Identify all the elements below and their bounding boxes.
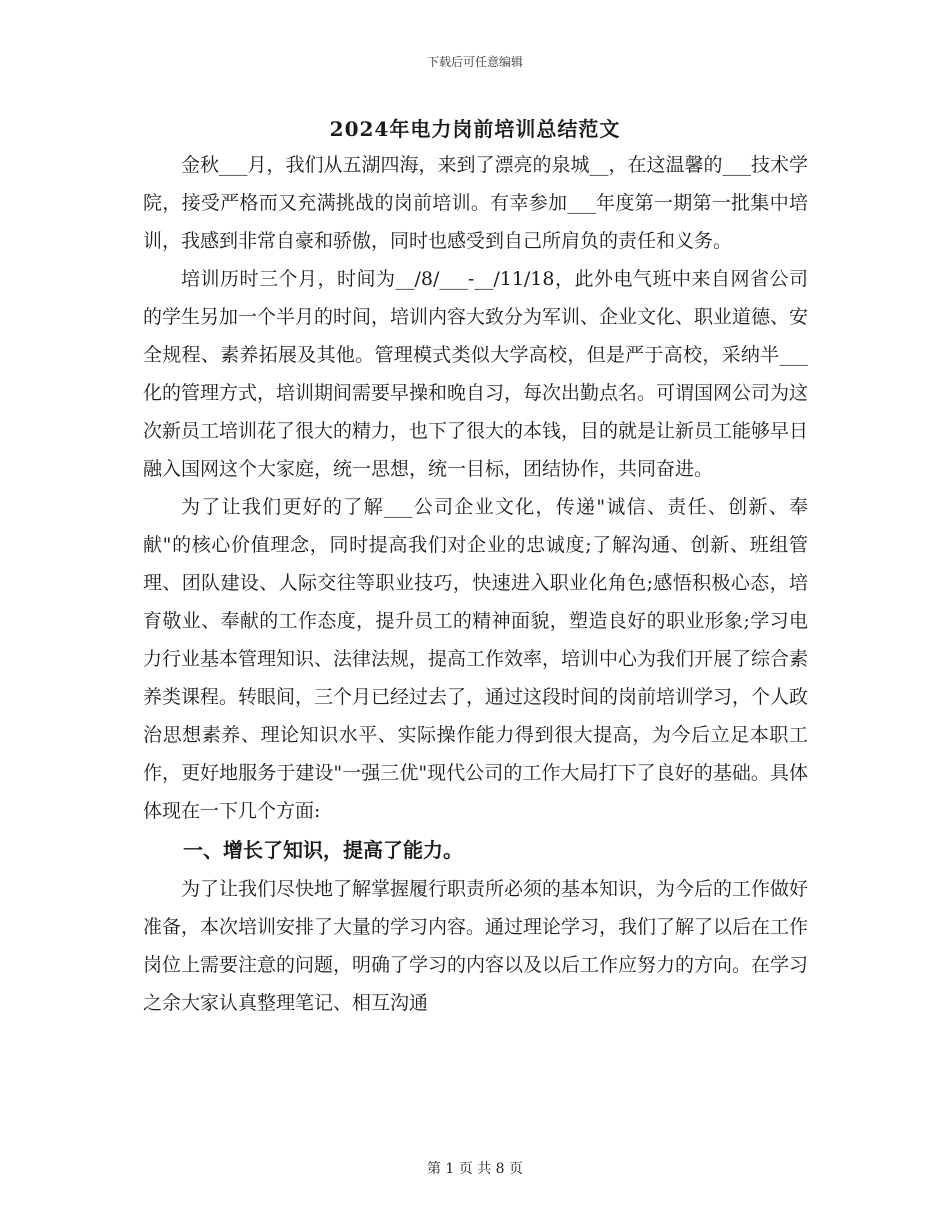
header-note: 下载后可任意编辑 bbox=[426, 55, 523, 69]
page-indicator: 第 1 页 共 8 页 bbox=[426, 1161, 524, 1177]
paragraph-intro: 金秋___月，我们从五湖四海，来到了漂亮的泉城__，在这温馨的___技术学院，接受严格而又充满挑战的岗前培训。有幸参加___年度第一期第一批集中培训，我感到非常自豪和骄傲，同时也感受到自己所肩负的责任和义务。 bbox=[143, 154, 809, 252]
paragraph-knowledge: 为了让我们尽快地了解掌握履行职责所必须的基本知识，为今后的工作做好准备，本次培训安排了大量的学习内容。通过理论学习，我们了解了以后在工作岗位上需要注意的问题，明确了学习的内容以及以后工作应努力的方向。在学习之余大家认真整理笔记、相互沟通 bbox=[143, 878, 809, 1014]
document-body bbox=[143, 146, 808, 1022]
paragraph-training-period: 培训历时三个月，时间为__/8/___-__/11/18，此外电气班中来自网省公司的学生另加一个半月的时间，培训内容大致分为军训、企业文化、职业道德、安全规程、素养拓展及其他。管理模式类似大学高校，但是严于高校，采纳半___化的管理方式，培训期间需要早操和晚自习，每次出勤点名。可谓国网公司为这次新员工培训花了很大的精力，也下了很大的本钱，目的就是让新员工能够早日融入国网这个大家庭，统一思想，统一目标，团结协作，共同奋进。 bbox=[143, 268, 809, 480]
paragraph-training-goals: 为了让我们更好的了解___公司企业文化，传递"诚信、责任、创新、奉献"的核心价值理念，同时提高我们对企业的忠诚度;了解沟通、创新、班组管理、团队建设、人际交往等职业技巧，快速进入职业化角色;感悟积极心态，培育敬业、奉献的工作态度，提升员工的精神面貌，塑造良好的职业形象;学习电力行业基本管理知识、法律法规，提高工作效率，培训中心为我们开展了综合素养类课程。转眼间，三个月已经过去了，通过这段时间的岗前培训学习，个人政治思想素养、理论知识水平、实际操作能力得到很大提高，为今后立足本职工作，更好地服务于建设"一强三优"现代公司的工作大局打下了良好的基础。具体体现在一下几个方面: bbox=[143, 496, 809, 822]
section-heading-1: 一、增长了知识，提高了能力。 bbox=[183, 838, 463, 862]
document-title: 2024年电力岗前培训总结范文 bbox=[329, 117, 621, 141]
